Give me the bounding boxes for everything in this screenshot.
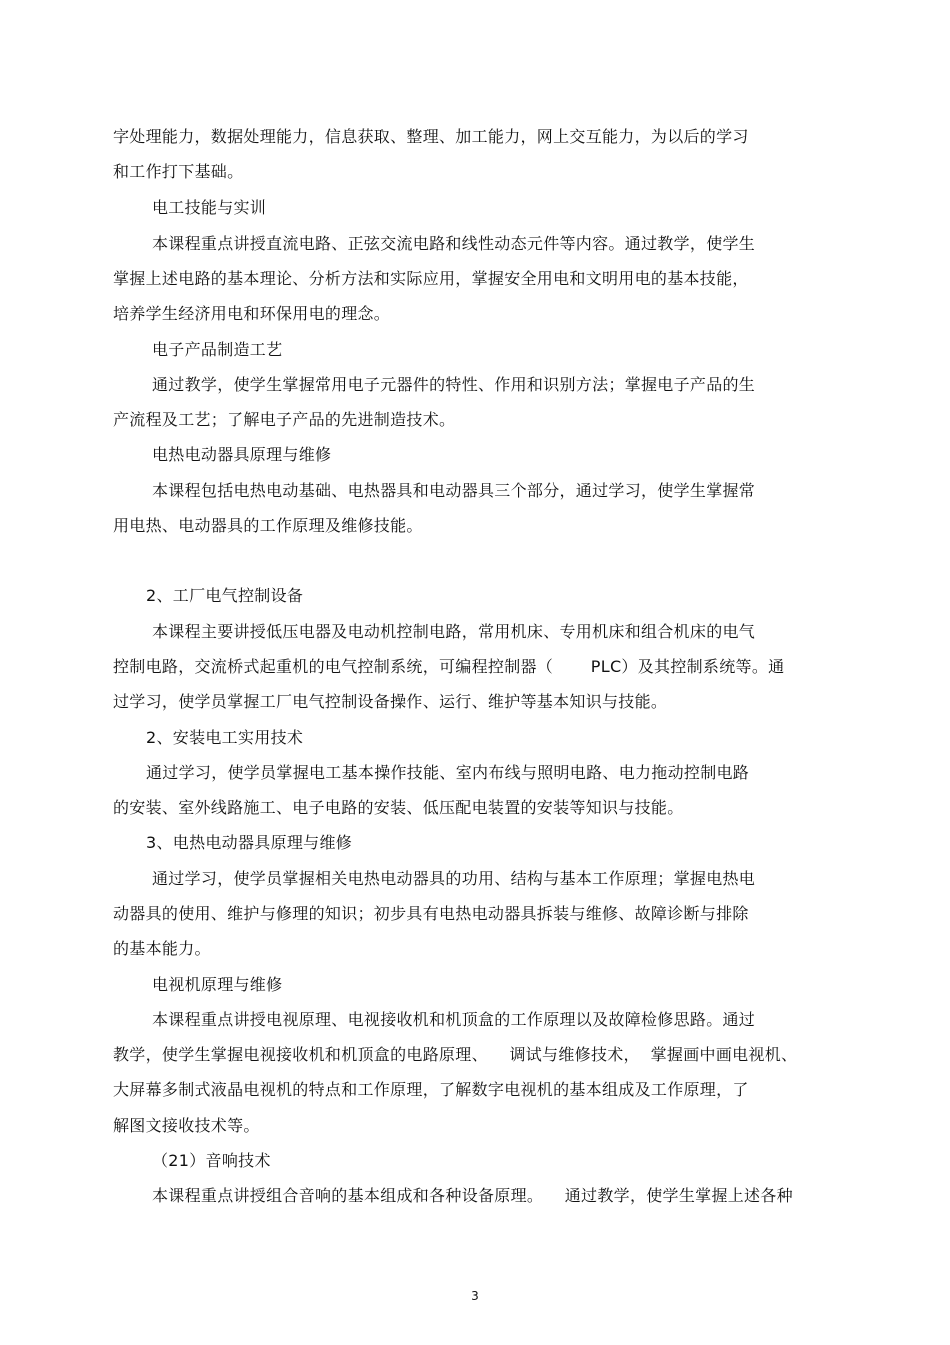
body-text-line: 的安装、室外线路施工、电子电路的安装、低压配电装置的安装等知识与技能。 — [113, 798, 684, 817]
page-number: 3 — [471, 1289, 479, 1303]
section-heading: 2、安装电工实用技术 — [146, 728, 304, 747]
body-text-line: 和工作打下基础。 — [113, 162, 244, 181]
section-heading: （21）音响技术 — [152, 1151, 271, 1170]
body-text-line: 大屏幕多制式液晶电视机的特点和工作原理，了解数字电视机的基本组成及工作原理，了 — [113, 1080, 749, 1099]
section-heading: 电工技能与实训 — [152, 198, 267, 217]
section-heading: 电视机原理与维修 — [152, 975, 283, 994]
body-text-line: 字处理能力，数据处理能力，信息获取、整理、加工能力，网上交互能力，为以后的学习 — [113, 127, 749, 146]
section-heading: 电热电动器具原理与维修 — [152, 445, 332, 464]
body-text-line: 本课程包括电热电动基础、电热器具和电动器具三个部分，通过学习，使学生掌握常 — [152, 481, 756, 500]
section-heading: 2、工厂电气控制设备 — [146, 586, 304, 605]
body-text-line: 本课程重点讲授直流电路、正弦交流电路和线性动态元件等内容。通过教学，使学生 — [152, 234, 756, 253]
section-heading: 3、电热电动器具原理与维修 — [146, 833, 353, 852]
body-text-line: 通过教学，使学生掌握常用电子元器件的特性、作用和识别方法；掌握电子产品的生 — [152, 375, 756, 394]
body-text-line: 动器具的使用、维护与修理的知识；初步具有电热电动器具拆装与维修、故障诊断与排除 — [113, 904, 749, 923]
body-text-line: 控制电路，交流桥式起重机的电气控制系统，可编程控制器（ PLC）及其控制系统等。通 — [113, 657, 785, 676]
body-text-line: 用电热、电动器具的工作原理及维修技能。 — [113, 516, 423, 535]
body-text-line: 本课程主要讲授低压电器及电动机控制电路，常用机床、专用机床和组合机床的电气 — [152, 622, 756, 641]
body-text-line: 教学，使学生掌握电视接收机和机顶盒的电路原理、 调试与维修技术， 掌握画中画电视机、 — [113, 1045, 798, 1064]
body-text-line: 培养学生经济用电和环保用电的理念。 — [113, 304, 391, 323]
body-text-line: 过学习，使学员掌握工厂电气控制设备操作、运行、维护等基本知识与技能。 — [113, 692, 668, 711]
body-text-line: 本课程重点讲授组合音响的基本组成和各种设备原理。 通过教学，使学生掌握上述各种 — [152, 1186, 793, 1205]
body-text-line: 掌握上述电路的基本理论、分析方法和实际应用，掌握安全用电和文明用电的基本技能， — [113, 269, 749, 288]
section-heading: 电子产品制造工艺 — [152, 340, 283, 359]
body-text-line: 产流程及工艺；了解电子产品的先进制造技术。 — [113, 410, 456, 429]
body-text-line: 的基本能力。 — [113, 939, 211, 958]
body-text-line: 本课程重点讲授电视原理、电视接收机和机顶盒的工作原理以及故障检修思路。通过 — [152, 1010, 756, 1029]
body-text-line: 通过学习，使学员掌握相关电热电动器具的功用、结构与基本工作原理；掌握电热电 — [152, 869, 756, 888]
body-text-line: 通过学习，使学员掌握电工基本操作技能、室内布线与照明电路、电力拖动控制电路 — [146, 763, 750, 782]
body-text-line: 解图文接收技术等。 — [113, 1116, 260, 1135]
